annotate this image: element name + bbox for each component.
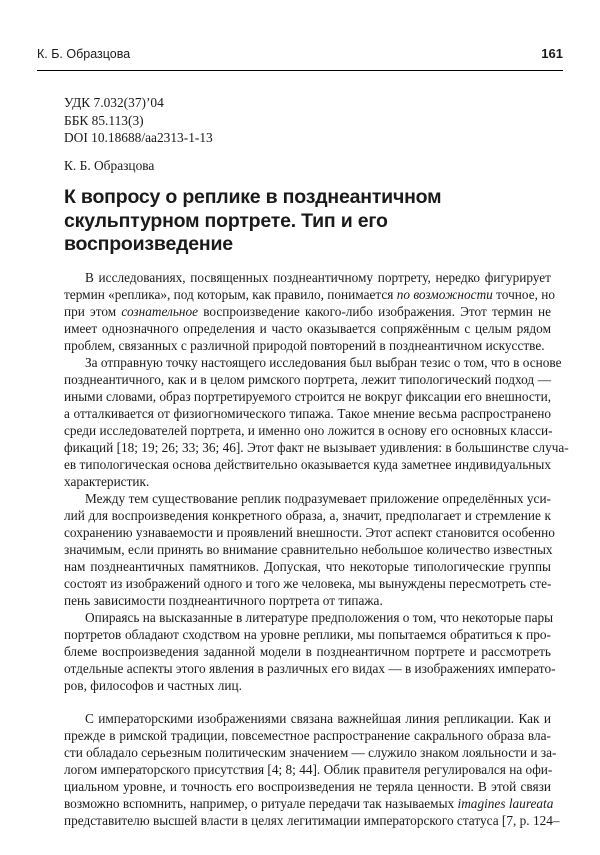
text-segment: а отталкивается от физиогномического типажа. Такое мнение весьма распространено: [64, 406, 551, 421]
article-author: К. Б. Образцова: [64, 158, 155, 173]
italic-text: сознательное: [121, 304, 199, 319]
paragraph: [64, 710, 560, 829]
text-segment: характеристик.: [64, 474, 150, 489]
text-segment: сти обладало серьезным политическим значением — служило знаком лояльности и за-: [64, 745, 557, 760]
article-body: [64, 269, 569, 829]
text-segment: логом императорского присутствия [4; 8; 44]. Облик правителя регулировался на офи-: [64, 762, 553, 777]
text-segment: портретов обладают сходством на уровне реплики, мы попытаемся обратиться к про-: [64, 627, 551, 642]
paragraph: [64, 490, 555, 609]
text-segment: представителю высшей власти в целях легитимации императорского статуса [7, р. 124–: [64, 813, 560, 828]
text-line: [64, 269, 551, 286]
text-line: [64, 320, 551, 337]
text-segment: нам позднеантичных памятников. Допуская, что некоторые типологические группы: [64, 559, 551, 574]
text-line: [64, 286, 556, 303]
text-line: [64, 524, 555, 541]
text-segment: фикаций [18; 19; 26; 33; 36; 46]. Этот факт не вызывает удивления: в большинстве случа-: [64, 440, 569, 455]
page-number: 161: [541, 46, 563, 61]
paragraph: [64, 609, 556, 694]
text-segment: проблем, связанных с различной природой повторений в позднеантичном искусстве.: [64, 338, 545, 353]
text-segment: отдельные аспекты этого явления в различных его видах — в изображениях императо-: [64, 661, 556, 676]
text-segment: прежде в римской традиции, повсеместное распространение сакрального образа вла-: [64, 728, 551, 743]
text-segment: термин «реплика», под которым, как правило, понимается: [64, 287, 397, 302]
text-line: [64, 761, 551, 778]
text-segment: имеет однозначного определения и часто оказывается сопряжённым с целым рядом: [64, 321, 551, 336]
text-line: [64, 575, 551, 592]
text-line: [64, 354, 562, 371]
text-segment: среди исследователей портрета, и именно оно ложится в основу его основных класси-: [64, 423, 553, 438]
italic-text: по возможности: [396, 287, 493, 302]
italic-text: imagines laureata: [457, 796, 554, 811]
bbk-code: ББК 85.113(3): [64, 112, 144, 128]
text-segment: пень зависимости позднеантичного портрета от типажа.: [64, 593, 383, 608]
title-line: воспроизведение: [64, 233, 233, 255]
text-line: [64, 371, 551, 388]
section-break: [64, 694, 551, 710]
text-line: [64, 626, 551, 643]
text-line: [64, 660, 556, 677]
text-line: [64, 490, 551, 507]
paragraph: [64, 269, 556, 354]
text-segment: воспроизведение какого-либо изображения. Этот термин не: [198, 304, 551, 319]
text-segment: сохранению узнаваемости и проявлений внешности. Этот аспект становится особенно: [64, 525, 555, 540]
text-segment: возможно вспомнить, например, о ритуале передачи так называемых: [64, 796, 458, 811]
text-line: [64, 710, 551, 727]
text-segment: состоят из изображений одного и того же человека, мы вынуждены пересмотреть сте-: [64, 576, 552, 591]
title-line: скульптурном портрете. Тип и его: [64, 209, 388, 232]
udc-code: УДК 7.032(37)’04: [64, 95, 164, 110]
text-segment: ев типологическая основа действительно оказывается куда заметнее индивидуальных: [64, 457, 551, 472]
text-segment: За отправную точку настоящего исследования был выбран тезис о том, что в основе: [85, 355, 562, 370]
text-segment: Между тем существование реплик подразумевает приложение определённых уси-: [85, 491, 551, 506]
text-segment: блеме воспроизведения заданной модели в позднеантичном портрете и рассмотреть: [64, 644, 551, 659]
article-title: [64, 186, 564, 257]
text-line: [64, 473, 551, 490]
text-line: [64, 744, 557, 761]
text-line: [64, 456, 551, 473]
text-line: [64, 812, 560, 829]
header-author: К. Б. Образцова: [37, 47, 131, 61]
text-segment: лий для воспроизведения конкретного образа, а, значит, предполагает и стремление к: [64, 508, 551, 523]
text-line: [64, 778, 551, 795]
classification-codes: [64, 94, 213, 147]
text-line: [64, 388, 551, 405]
text-segment: циальном уровне, и точность его воспроизведения не теряла ценности. В этой связи: [64, 779, 551, 794]
text-segment: точное, но: [492, 287, 556, 302]
text-segment: В исследованиях, посвященных позднеантичному портрету, нередко фигурирует: [85, 270, 551, 285]
text-line: [64, 677, 551, 694]
text-segment: при этом: [64, 304, 122, 319]
text-line: [64, 558, 551, 575]
text-line: [64, 337, 551, 354]
text-segment: иными словами, образ портретируемого строится не вокруг фиксации его внешности,: [64, 389, 552, 404]
running-header: [37, 44, 563, 71]
text-segment: значимым, если принять во внимание сравнительно небольшое количество известных: [64, 542, 553, 557]
title-line: К вопросу о реплике в позднеантичном: [64, 186, 442, 208]
text-line: [64, 303, 551, 320]
text-line: [64, 795, 554, 812]
doi-code: DOI 10.18688/aa2313-1-13: [64, 130, 213, 145]
text-line: [64, 422, 551, 439]
text-segment: ров, философов и частных лиц.: [64, 678, 242, 693]
text-segment: С императорскими изображениями связана важнейшая линия репликации. Как и: [85, 711, 551, 726]
text-line: [64, 507, 551, 524]
paragraph: [64, 354, 569, 490]
text-line: [64, 727, 551, 744]
text-line: [64, 643, 551, 660]
text-line: [64, 541, 551, 558]
text-line: [64, 592, 551, 609]
text-segment: Опираясь на высказанные в литературе предположения о том, что некоторые пары: [85, 610, 554, 625]
text-line: [64, 439, 569, 456]
text-segment: позднеантичного, как и в целом римского портрета, лежит типологический подход —: [64, 372, 551, 387]
text-line: [64, 405, 551, 422]
text-line: [64, 609, 554, 626]
